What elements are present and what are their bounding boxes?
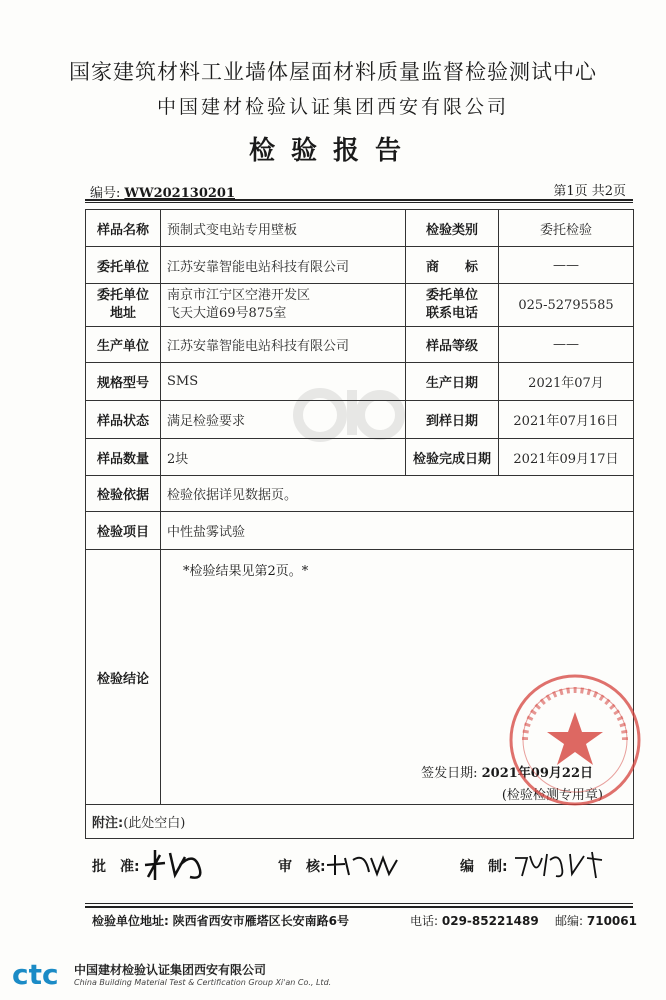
table-row xyxy=(86,512,634,550)
sign-date-value: 2021年09月22日 xyxy=(481,766,593,781)
model-value: SMS xyxy=(161,363,406,401)
ctc-logo-icon xyxy=(10,958,70,990)
basis-value: 检验依据详见数据页。 xyxy=(161,476,634,512)
production-date-label: 生产日期 xyxy=(406,363,499,401)
table-row xyxy=(86,476,634,512)
producer-value: 江苏安靠智能电站科技有限公司 xyxy=(161,327,406,363)
header-rule-thin xyxy=(85,202,633,203)
client-address-label xyxy=(86,284,161,327)
table-row xyxy=(86,363,634,401)
conclusion-label: 检验结论 xyxy=(86,550,161,805)
client-address-line1: 南京市江宁区空港开发区 xyxy=(167,288,311,303)
footer-phone xyxy=(410,912,539,929)
producer-label: 生产单位 xyxy=(86,327,161,363)
report-title-center: 国家建筑材料工业墙体屋面材料质量监督检验测试中心 xyxy=(69,60,597,84)
ctc-logo-text: ctc xyxy=(12,958,59,990)
report-title-company: 中国建材检验认证集团西安有限公司 xyxy=(156,96,509,118)
approve-label: 批 准: xyxy=(92,859,140,875)
compile-label: 编 制: xyxy=(460,859,508,875)
finish-date-value: 2021年09月17日 xyxy=(499,439,634,476)
footer-postcode-label: 邮编: xyxy=(555,914,584,928)
grade-value: —— xyxy=(499,327,634,363)
sample-name-label: 样品名称 xyxy=(86,210,161,247)
footer-postcode-value: 710061 xyxy=(586,914,637,928)
review-label: 审 核: xyxy=(278,859,326,875)
review-signature-icon xyxy=(325,850,405,880)
remark-value: (此处空白) xyxy=(123,816,186,831)
official-seal-icon xyxy=(505,670,645,810)
table-row xyxy=(86,284,634,327)
inspect-type-label: 检验类别 xyxy=(406,210,499,247)
sign-date-label: 签发日期: xyxy=(421,766,478,781)
report-title: 检验报告 xyxy=(248,136,417,166)
client-label: 委托单位 xyxy=(86,247,161,284)
client-address-line2: 飞天大道69号875室 xyxy=(167,306,287,321)
arrival-date-label: 到样日期 xyxy=(406,401,499,439)
remark-label: 附注: xyxy=(92,816,124,831)
trademark-value: —— xyxy=(499,247,634,284)
footer-rule-thin xyxy=(85,903,633,904)
quantity-label: 样品数量 xyxy=(86,439,161,476)
table-row xyxy=(86,247,634,284)
report-number-value: WW202130201 xyxy=(124,186,235,201)
client-value: 江苏安靠智能电站科技有限公司 xyxy=(161,247,406,284)
table-row xyxy=(86,210,634,247)
client-address-label-line2: 地址 xyxy=(109,306,136,321)
finish-date-label: 检验完成日期 xyxy=(406,439,499,476)
table-row xyxy=(86,327,634,363)
report-number-label: 编号: xyxy=(90,186,121,201)
production-date-value: 2021年07月 xyxy=(499,363,634,401)
seal-note: (检验检测专用章) xyxy=(501,788,603,803)
basis-label: 检验依据 xyxy=(86,476,161,512)
conclusion-value: *检验结果见第2页。* xyxy=(183,564,309,579)
model-label: 规格型号 xyxy=(86,363,161,401)
footer-phone-label: 电话: xyxy=(410,914,439,928)
footer-address-label: 检验单位地址: xyxy=(92,914,169,928)
items-label: 检验项目 xyxy=(86,512,161,550)
approve-signature-icon xyxy=(140,845,210,885)
sample-state-value: 满足检验要求 xyxy=(161,401,406,439)
client-phone-value: 025-52795585 xyxy=(499,284,634,327)
header-rule xyxy=(85,199,633,201)
org-name-en: China Building Material Test & Certification Group Xi'an Co., Ltd. xyxy=(74,978,332,987)
client-phone-label xyxy=(406,284,499,327)
page-indicator: 第1页 共2页 xyxy=(553,184,626,199)
arrival-date-value: 2021年07月16日 xyxy=(499,401,634,439)
compile-signature-icon xyxy=(512,848,607,883)
trademark-label: 商 标 xyxy=(406,247,499,284)
table-row xyxy=(86,439,634,476)
footer-address xyxy=(92,912,349,929)
table-row xyxy=(86,401,634,439)
grade-label: 样品等级 xyxy=(406,327,499,363)
client-address-label-line1: 委托单位 xyxy=(96,288,149,303)
footer-phone-value: 029-85221489 xyxy=(441,914,539,928)
sample-name-value: 预制式变电站专用壁板 xyxy=(161,210,406,247)
footer-address-value: 陕西省西安市雁塔区长安南路6号 xyxy=(172,914,349,928)
quantity-value: 2块 xyxy=(161,439,406,476)
inspect-type-value: 委托检验 xyxy=(499,210,634,247)
footer-rule xyxy=(85,906,633,908)
sample-state-label: 样品状态 xyxy=(86,401,161,439)
client-phone-label-line1: 委托单位 xyxy=(425,288,478,303)
org-name-cn: 中国建材检验认证集团西安有限公司 xyxy=(74,963,267,977)
items-value: 中性盐雾试验 xyxy=(161,512,634,550)
client-address-value xyxy=(161,284,406,327)
footer-postcode xyxy=(555,912,637,929)
client-phone-label-line2: 联系电话 xyxy=(425,306,478,321)
